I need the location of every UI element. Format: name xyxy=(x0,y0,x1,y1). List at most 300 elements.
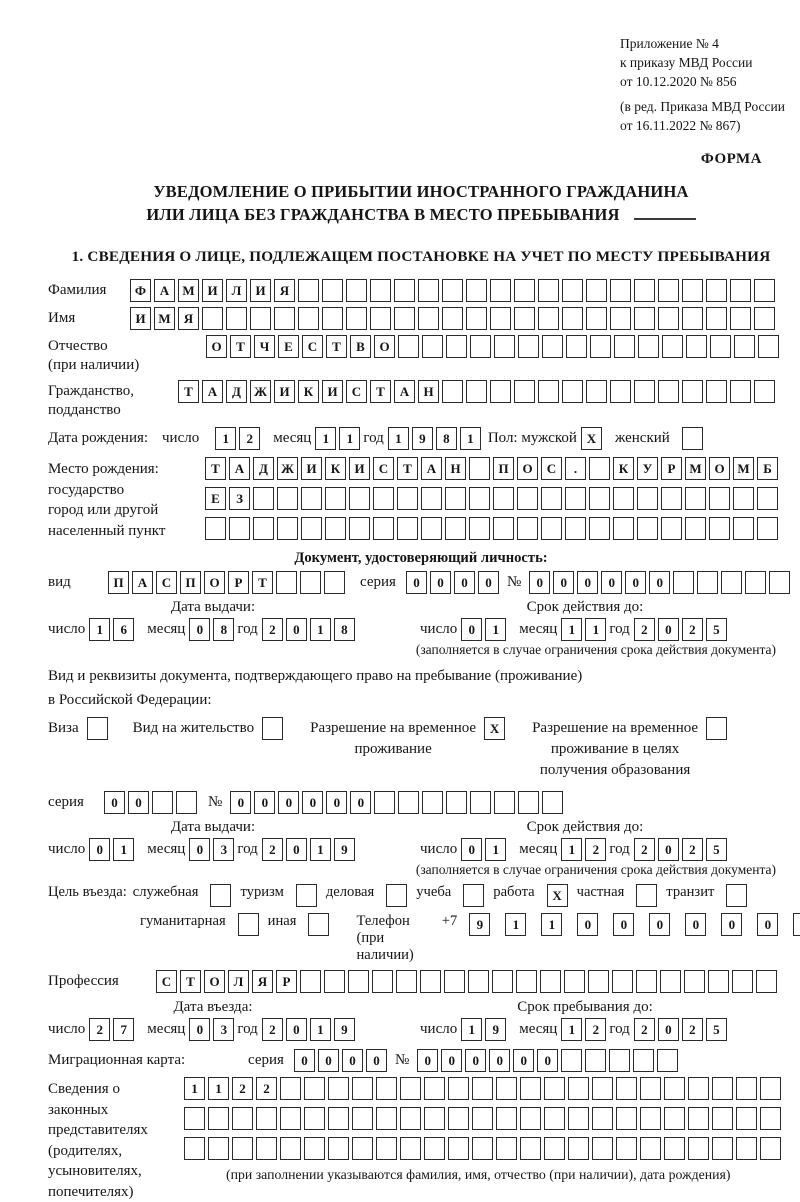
char-box[interactable] xyxy=(592,1107,613,1130)
char-box[interactable] xyxy=(421,517,442,540)
char-box[interactable] xyxy=(442,380,463,403)
char-box[interactable] xyxy=(298,307,319,330)
char-box[interactable] xyxy=(709,517,730,540)
char-box[interactable]: 2 xyxy=(682,838,703,861)
char-box[interactable]: 0 xyxy=(553,571,574,594)
char-box[interactable] xyxy=(328,1107,349,1130)
char-box[interactable]: 5 xyxy=(706,618,727,641)
char-box[interactable] xyxy=(516,970,537,993)
char-box[interactable] xyxy=(373,487,394,510)
char-box[interactable] xyxy=(373,517,394,540)
char-box[interactable] xyxy=(664,1077,685,1100)
char-box[interactable]: 9 xyxy=(334,1018,355,1041)
char-box[interactable] xyxy=(256,1107,277,1130)
char-box[interactable] xyxy=(372,970,393,993)
char-box[interactable] xyxy=(496,1077,517,1100)
char-box[interactable] xyxy=(733,487,754,510)
char-box[interactable]: 0 xyxy=(685,913,706,936)
char-box[interactable]: И xyxy=(130,307,151,330)
char-box[interactable] xyxy=(566,335,587,358)
char-box[interactable]: И xyxy=(322,380,343,403)
char-box[interactable] xyxy=(352,1107,373,1130)
char-box[interactable]: 1 xyxy=(561,618,582,641)
char-box[interactable] xyxy=(568,1137,589,1160)
char-box[interactable] xyxy=(745,571,766,594)
char-box[interactable]: А xyxy=(421,457,442,480)
char-box[interactable] xyxy=(688,1137,709,1160)
char-box[interactable] xyxy=(520,1137,541,1160)
char-box[interactable]: С xyxy=(156,571,177,594)
char-box[interactable] xyxy=(565,517,586,540)
char-box[interactable]: 2 xyxy=(585,1018,606,1041)
char-box[interactable] xyxy=(376,1137,397,1160)
char-box[interactable] xyxy=(349,487,370,510)
char-box[interactable]: С xyxy=(346,380,367,403)
char-box[interactable]: 1 xyxy=(485,618,506,641)
char-box[interactable] xyxy=(349,517,370,540)
char-box[interactable] xyxy=(726,884,747,907)
char-box[interactable]: 0 xyxy=(454,571,475,594)
char-box[interactable] xyxy=(370,279,391,302)
char-box[interactable]: 1 xyxy=(505,913,526,936)
char-box[interactable]: 8 xyxy=(334,618,355,641)
char-box[interactable] xyxy=(422,335,443,358)
char-box[interactable] xyxy=(682,279,703,302)
char-box[interactable] xyxy=(470,791,491,814)
char-box[interactable]: А xyxy=(202,380,223,403)
char-box[interactable] xyxy=(184,1137,205,1160)
char-box[interactable] xyxy=(277,487,298,510)
char-box[interactable] xyxy=(544,1077,565,1100)
char-box[interactable] xyxy=(614,335,635,358)
char-box[interactable] xyxy=(757,517,778,540)
char-box[interactable] xyxy=(424,1137,445,1160)
char-box[interactable] xyxy=(87,717,108,740)
char-box[interactable] xyxy=(493,517,514,540)
char-box[interactable]: Ж xyxy=(250,380,271,403)
char-box[interactable] xyxy=(760,1137,781,1160)
char-box[interactable] xyxy=(520,1077,541,1100)
char-box[interactable]: 0 xyxy=(89,838,110,861)
char-box[interactable] xyxy=(496,1137,517,1160)
char-box[interactable] xyxy=(445,487,466,510)
char-box[interactable] xyxy=(590,335,611,358)
char-box[interactable]: X xyxy=(581,427,602,450)
char-box[interactable]: 0 xyxy=(286,838,307,861)
char-box[interactable] xyxy=(541,517,562,540)
char-box[interactable] xyxy=(758,335,779,358)
char-box[interactable] xyxy=(662,335,683,358)
char-box[interactable]: В xyxy=(350,335,371,358)
char-box[interactable]: Д xyxy=(226,380,247,403)
char-box[interactable]: 0 xyxy=(128,791,149,814)
char-box[interactable]: К xyxy=(325,457,346,480)
char-box[interactable] xyxy=(325,487,346,510)
char-box[interactable] xyxy=(418,279,439,302)
char-box[interactable]: 0 xyxy=(254,791,275,814)
char-box[interactable] xyxy=(514,307,535,330)
char-box[interactable]: Т xyxy=(397,457,418,480)
char-box[interactable]: 7 xyxy=(113,1018,134,1041)
char-box[interactable]: 2 xyxy=(682,1018,703,1041)
char-box[interactable] xyxy=(226,307,247,330)
char-box[interactable]: 0 xyxy=(649,571,670,594)
char-box[interactable] xyxy=(469,517,490,540)
char-box[interactable] xyxy=(568,1107,589,1130)
char-box[interactable]: 0 xyxy=(342,1049,363,1072)
char-box[interactable] xyxy=(686,335,707,358)
char-box[interactable] xyxy=(346,279,367,302)
char-box[interactable]: А xyxy=(132,571,153,594)
char-box[interactable]: М xyxy=(685,457,706,480)
char-box[interactable]: О xyxy=(517,457,538,480)
char-box[interactable]: 0 xyxy=(461,838,482,861)
char-box[interactable]: 2 xyxy=(585,838,606,861)
char-box[interactable] xyxy=(256,1137,277,1160)
char-box[interactable] xyxy=(448,1107,469,1130)
char-box[interactable]: 0 xyxy=(625,571,646,594)
char-box[interactable]: С xyxy=(156,970,177,993)
char-box[interactable] xyxy=(769,571,790,594)
char-box[interactable] xyxy=(706,307,727,330)
char-box[interactable]: А xyxy=(394,380,415,403)
char-box[interactable] xyxy=(633,1049,654,1072)
char-box[interactable] xyxy=(420,970,441,993)
char-box[interactable] xyxy=(732,970,753,993)
char-box[interactable] xyxy=(688,1077,709,1100)
char-box[interactable]: 2 xyxy=(634,618,655,641)
char-box[interactable]: К xyxy=(298,380,319,403)
char-box[interactable] xyxy=(661,487,682,510)
char-box[interactable]: 2 xyxy=(262,618,283,641)
char-box[interactable] xyxy=(276,571,297,594)
char-box[interactable]: П xyxy=(493,457,514,480)
char-box[interactable]: 9 xyxy=(334,838,355,861)
char-box[interactable] xyxy=(394,307,415,330)
char-box[interactable] xyxy=(616,1077,637,1100)
char-box[interactable] xyxy=(610,307,631,330)
char-box[interactable] xyxy=(422,791,443,814)
char-box[interactable]: 0 xyxy=(294,1049,315,1072)
char-box[interactable] xyxy=(636,970,657,993)
char-box[interactable] xyxy=(564,970,585,993)
char-box[interactable] xyxy=(446,791,467,814)
char-box[interactable] xyxy=(685,487,706,510)
char-box[interactable] xyxy=(514,279,535,302)
char-box[interactable] xyxy=(493,487,514,510)
char-box[interactable]: 0 xyxy=(513,1049,534,1072)
char-box[interactable] xyxy=(397,517,418,540)
char-box[interactable] xyxy=(609,1049,630,1072)
char-box[interactable] xyxy=(277,517,298,540)
char-box[interactable]: 2 xyxy=(682,618,703,641)
char-box[interactable]: 2 xyxy=(634,838,655,861)
char-box[interactable]: И xyxy=(202,279,223,302)
char-box[interactable] xyxy=(490,279,511,302)
char-box[interactable]: Т xyxy=(180,970,201,993)
char-box[interactable] xyxy=(709,487,730,510)
char-box[interactable] xyxy=(394,279,415,302)
char-box[interactable] xyxy=(589,517,610,540)
char-box[interactable] xyxy=(706,279,727,302)
char-box[interactable] xyxy=(682,307,703,330)
char-box[interactable] xyxy=(232,1137,253,1160)
char-box[interactable] xyxy=(640,1137,661,1160)
char-box[interactable]: А xyxy=(229,457,250,480)
char-box[interactable] xyxy=(730,307,751,330)
char-box[interactable] xyxy=(730,380,751,403)
char-box[interactable]: Д xyxy=(253,457,274,480)
char-box[interactable] xyxy=(376,1107,397,1130)
char-box[interactable]: Т xyxy=(252,571,273,594)
char-box[interactable] xyxy=(472,1077,493,1100)
char-box[interactable] xyxy=(658,279,679,302)
char-box[interactable]: 0 xyxy=(658,618,679,641)
char-box[interactable]: 0 xyxy=(350,791,371,814)
char-box[interactable]: Я xyxy=(252,970,273,993)
char-box[interactable] xyxy=(760,1077,781,1100)
char-box[interactable]: 0 xyxy=(601,571,622,594)
char-box[interactable] xyxy=(706,717,727,740)
char-box[interactable] xyxy=(328,1077,349,1100)
char-box[interactable] xyxy=(421,487,442,510)
char-box[interactable] xyxy=(262,717,283,740)
char-box[interactable] xyxy=(586,307,607,330)
char-box[interactable]: 2 xyxy=(239,427,260,450)
char-box[interactable]: 0 xyxy=(278,791,299,814)
char-box[interactable] xyxy=(517,487,538,510)
char-box[interactable] xyxy=(348,970,369,993)
char-box[interactable] xyxy=(352,1137,373,1160)
char-box[interactable]: 8 xyxy=(436,427,457,450)
char-box[interactable]: 0 xyxy=(658,838,679,861)
char-box[interactable]: Л xyxy=(226,279,247,302)
char-box[interactable] xyxy=(760,1107,781,1130)
char-box[interactable] xyxy=(730,279,751,302)
char-box[interactable] xyxy=(588,970,609,993)
char-box[interactable]: Л xyxy=(228,970,249,993)
char-box[interactable]: 8 xyxy=(213,618,234,641)
char-box[interactable] xyxy=(445,517,466,540)
char-box[interactable]: 0 xyxy=(286,618,307,641)
char-box[interactable] xyxy=(586,380,607,403)
char-box[interactable] xyxy=(370,307,391,330)
char-box[interactable] xyxy=(325,517,346,540)
char-box[interactable]: 0 xyxy=(757,913,778,936)
char-box[interactable]: 0 xyxy=(529,571,550,594)
char-box[interactable] xyxy=(565,487,586,510)
char-box[interactable] xyxy=(324,571,345,594)
char-box[interactable] xyxy=(253,517,274,540)
char-box[interactable] xyxy=(712,1077,733,1100)
char-box[interactable]: 3 xyxy=(213,838,234,861)
char-box[interactable] xyxy=(494,335,515,358)
char-box[interactable]: Ф xyxy=(130,279,151,302)
char-box[interactable] xyxy=(756,970,777,993)
char-box[interactable] xyxy=(657,1049,678,1072)
char-box[interactable] xyxy=(734,335,755,358)
char-box[interactable]: 0 xyxy=(230,791,251,814)
char-box[interactable] xyxy=(280,1107,301,1130)
char-box[interactable] xyxy=(469,457,490,480)
char-box[interactable] xyxy=(322,279,343,302)
char-box[interactable] xyxy=(585,1049,606,1072)
char-box[interactable] xyxy=(688,1107,709,1130)
char-box[interactable] xyxy=(586,279,607,302)
char-box[interactable]: М xyxy=(733,457,754,480)
char-box[interactable] xyxy=(424,1107,445,1130)
char-box[interactable] xyxy=(152,791,173,814)
char-box[interactable] xyxy=(637,517,658,540)
char-box[interactable]: У xyxy=(637,457,658,480)
char-box[interactable]: 0 xyxy=(489,1049,510,1072)
char-box[interactable] xyxy=(757,487,778,510)
char-box[interactable] xyxy=(640,1077,661,1100)
char-box[interactable]: Т xyxy=(205,457,226,480)
char-box[interactable] xyxy=(721,571,742,594)
char-box[interactable] xyxy=(208,1107,229,1130)
char-box[interactable]: З xyxy=(229,487,250,510)
char-box[interactable] xyxy=(613,517,634,540)
char-box[interactable] xyxy=(492,970,513,993)
char-box[interactable] xyxy=(541,487,562,510)
char-box[interactable] xyxy=(754,279,775,302)
char-box[interactable]: И xyxy=(274,380,295,403)
char-box[interactable]: 3 xyxy=(213,1018,234,1041)
char-box[interactable] xyxy=(538,307,559,330)
char-box[interactable] xyxy=(562,279,583,302)
char-box[interactable] xyxy=(658,380,679,403)
char-box[interactable] xyxy=(398,791,419,814)
char-box[interactable]: 2 xyxy=(232,1077,253,1100)
char-box[interactable] xyxy=(463,884,484,907)
char-box[interactable] xyxy=(712,1137,733,1160)
char-box[interactable]: 0 xyxy=(577,571,598,594)
char-box[interactable]: 2 xyxy=(262,838,283,861)
char-box[interactable] xyxy=(448,1137,469,1160)
char-box[interactable] xyxy=(446,335,467,358)
char-box[interactable]: Р xyxy=(661,457,682,480)
char-box[interactable] xyxy=(280,1077,301,1100)
char-box[interactable]: И xyxy=(250,279,271,302)
char-box[interactable] xyxy=(561,1049,582,1072)
char-box[interactable]: 1 xyxy=(315,427,336,450)
char-box[interactable]: 1 xyxy=(310,838,331,861)
char-box[interactable]: Н xyxy=(418,380,439,403)
char-box[interactable]: 9 xyxy=(469,913,490,936)
char-box[interactable]: С xyxy=(302,335,323,358)
char-box[interactable] xyxy=(466,307,487,330)
char-box[interactable]: И xyxy=(349,457,370,480)
char-box[interactable]: 2 xyxy=(634,1018,655,1041)
char-box[interactable] xyxy=(448,1077,469,1100)
char-box[interactable]: Ж xyxy=(277,457,298,480)
char-box[interactable] xyxy=(232,1107,253,1130)
char-box[interactable] xyxy=(568,1077,589,1100)
char-box[interactable] xyxy=(520,1107,541,1130)
char-box[interactable]: 0 xyxy=(461,618,482,641)
char-box[interactable]: 0 xyxy=(417,1049,438,1072)
char-box[interactable]: 9 xyxy=(412,427,433,450)
char-box[interactable]: 0 xyxy=(189,838,210,861)
char-box[interactable] xyxy=(616,1137,637,1160)
char-box[interactable] xyxy=(250,307,271,330)
char-box[interactable] xyxy=(374,791,395,814)
char-box[interactable] xyxy=(733,517,754,540)
char-box[interactable]: О xyxy=(204,571,225,594)
char-box[interactable] xyxy=(544,1137,565,1160)
char-box[interactable]: С xyxy=(373,457,394,480)
char-box[interactable] xyxy=(589,487,610,510)
char-box[interactable]: О xyxy=(206,335,227,358)
char-box[interactable] xyxy=(346,307,367,330)
char-box[interactable] xyxy=(706,380,727,403)
char-box[interactable]: 1 xyxy=(310,1018,331,1041)
char-box[interactable]: X xyxy=(547,884,568,907)
char-box[interactable] xyxy=(300,571,321,594)
char-box[interactable] xyxy=(538,380,559,403)
char-box[interactable]: А xyxy=(154,279,175,302)
char-box[interactable] xyxy=(708,970,729,993)
char-box[interactable] xyxy=(638,335,659,358)
char-box[interactable] xyxy=(424,1077,445,1100)
char-box[interactable]: Е xyxy=(278,335,299,358)
char-box[interactable]: Т xyxy=(370,380,391,403)
char-box[interactable] xyxy=(660,970,681,993)
char-box[interactable] xyxy=(661,517,682,540)
char-box[interactable]: 0 xyxy=(537,1049,558,1072)
char-box[interactable] xyxy=(538,279,559,302)
char-box[interactable] xyxy=(298,279,319,302)
char-box[interactable] xyxy=(472,1137,493,1160)
char-box[interactable] xyxy=(518,791,539,814)
char-box[interactable] xyxy=(494,791,515,814)
char-box[interactable] xyxy=(540,970,561,993)
char-box[interactable]: 1 xyxy=(113,838,134,861)
char-box[interactable] xyxy=(542,335,563,358)
char-box[interactable]: 0 xyxy=(577,913,598,936)
char-box[interactable]: О xyxy=(374,335,395,358)
char-box[interactable]: 0 xyxy=(721,913,742,936)
char-box[interactable]: Т xyxy=(230,335,251,358)
char-box[interactable]: П xyxy=(180,571,201,594)
char-box[interactable] xyxy=(442,307,463,330)
char-box[interactable] xyxy=(697,571,718,594)
char-box[interactable]: Ч xyxy=(254,335,275,358)
char-box[interactable]: 1 xyxy=(460,427,481,450)
char-box[interactable] xyxy=(514,380,535,403)
char-box[interactable] xyxy=(592,1137,613,1160)
char-box[interactable]: 2 xyxy=(89,1018,110,1041)
char-box[interactable]: 0 xyxy=(613,913,634,936)
char-box[interactable] xyxy=(736,1107,757,1130)
char-box[interactable] xyxy=(682,427,703,450)
char-box[interactable]: П xyxy=(108,571,129,594)
char-box[interactable] xyxy=(562,380,583,403)
char-box[interactable] xyxy=(610,380,631,403)
char-box[interactable]: 2 xyxy=(256,1077,277,1100)
char-box[interactable] xyxy=(442,279,463,302)
char-box[interactable] xyxy=(736,1077,757,1100)
char-box[interactable]: 0 xyxy=(406,571,427,594)
char-box[interactable]: М xyxy=(154,307,175,330)
char-box[interactable]: 0 xyxy=(286,1018,307,1041)
char-box[interactable] xyxy=(296,884,317,907)
char-box[interactable]: 9 xyxy=(485,1018,506,1041)
char-box[interactable] xyxy=(253,487,274,510)
char-box[interactable]: Р xyxy=(228,571,249,594)
char-box[interactable]: 0 xyxy=(189,1018,210,1041)
